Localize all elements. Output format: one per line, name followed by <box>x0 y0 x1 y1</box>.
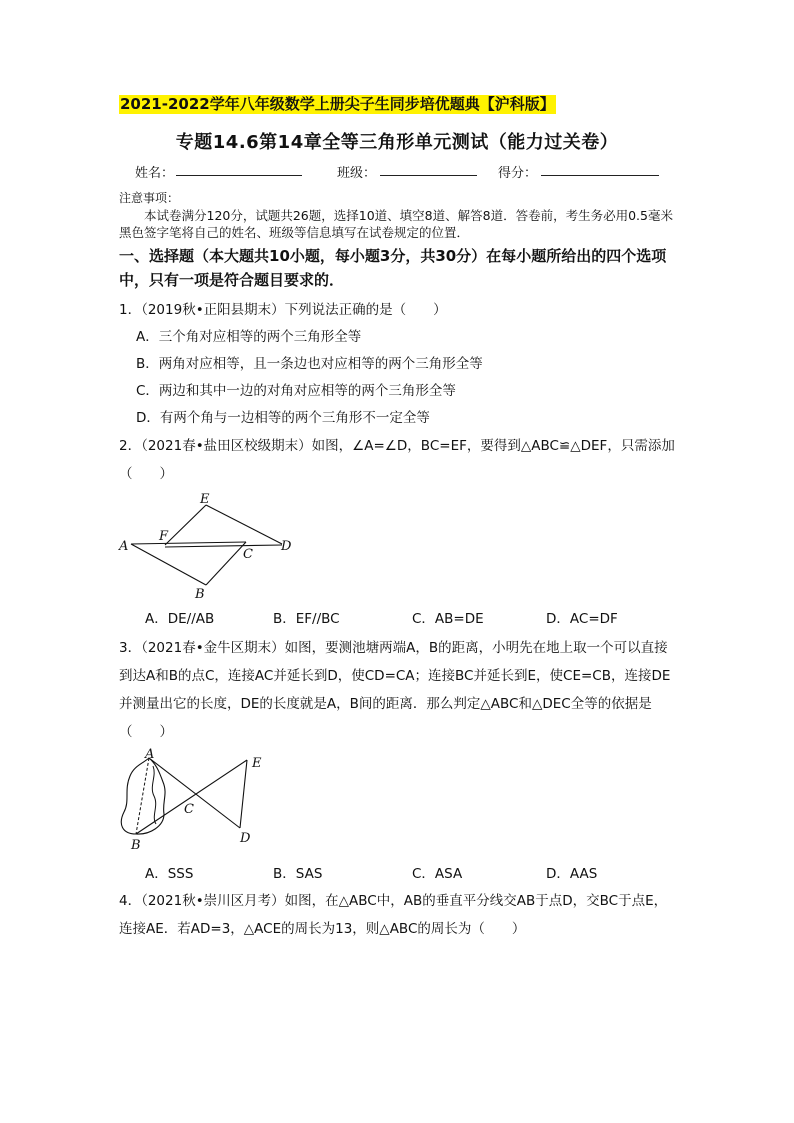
q2-label-f: F <box>159 529 169 544</box>
q3-option-b[interactable]: B．SAS <box>273 866 323 882</box>
series-header: 2021-2022学年八年级数学上册尖子生同步培优题典【沪科版】 <box>120 95 555 113</box>
q2-label-c: C <box>243 547 253 562</box>
q3-label-d: D <box>240 831 251 846</box>
q1-stem: 1．（2019秋•正阳县期末）下列说法正确的是（ ） <box>119 302 447 318</box>
notes-heading: 注意事项： <box>119 191 180 205</box>
q3-option-d[interactable]: D．AAS <box>546 866 598 882</box>
score-blank[interactable] <box>541 162 659 178</box>
q2-figure <box>115 488 300 600</box>
q1-option-a[interactable]: A．三个角对应相等的两个三角形全等 <box>136 329 362 345</box>
class-label: 班级： <box>337 166 377 181</box>
q3-option-c[interactable]: C．ASA <box>412 866 463 882</box>
q2-option-c[interactable]: C．AB=DE <box>412 611 484 627</box>
q2-option-d[interactable]: D．AC=DF <box>546 611 618 627</box>
q2-label-a: A <box>119 539 129 554</box>
page-title: 专题14.6第14章全等三角形单元测试（能力过关卷） <box>175 132 619 153</box>
q2-option-b[interactable]: B．EF//BC <box>273 611 340 627</box>
q2-label-e: E <box>200 492 210 507</box>
q2-stem: 2．（2021春•盐田区校级期末）如图，∠A=∠D，BC=EF，要得到△ABC≌△DEF，只需添加（ ） <box>119 438 675 482</box>
q2-label-d: D <box>281 539 292 554</box>
section-heading: 一、选择题（本大题共10小题，每小题3分，共30分）在每小题所给出的四个选项中，只有一项是符合题目要求的． <box>119 247 667 289</box>
q3-label-c: C <box>184 802 194 817</box>
q3-option-a[interactable]: A．SSS <box>145 866 194 882</box>
name-label: 姓名： <box>135 166 175 181</box>
q3-figure <box>112 746 270 854</box>
q1-option-c[interactable]: C．两边和其中一边的对角对应相等的两个三角形全等 <box>136 383 456 399</box>
score-label: 得分： <box>498 166 538 181</box>
q3-label-a: A <box>145 747 155 762</box>
q3-label-e: E <box>252 756 262 771</box>
q2-label-b: B <box>195 587 205 600</box>
q3-label-b: B <box>131 838 141 853</box>
q1-option-b[interactable]: B．两角对应相等，且一条边也对应相等的两个三角形全等 <box>136 356 483 372</box>
q2-option-a[interactable]: A．DE//AB <box>145 611 215 627</box>
notes-text: 本试卷满分120分，试题共26题，选择10道、填空8道、解答8道．答卷前，考生务必用0.5毫米黑色签字笔将自己的姓名、班级等信息填写在试卷规定的位置． <box>119 208 673 240</box>
name-blank[interactable] <box>176 162 302 178</box>
class-blank[interactable] <box>380 162 477 178</box>
q4-stem: 4．（2021秋•崇川区月考）如图，在△ABC中，AB的垂直平分线交AB于点D，交BC于点E，连接AE．若AD=3，△ACE的周长为13，则△ABC的周长为（ ） <box>119 893 668 937</box>
q1-option-d[interactable]: D．有两个角与一边相等的两个三角形不一定全等 <box>136 410 430 426</box>
q3-stem: 3．（2021春•金牛区期末）如图，要测池塘两端A，B的距离，小明先在地上取一个可以直接到达A和B的点C，连接AC并延长到D，使CD=CA；连接BC并延长到E，使CE=CB，连接DE并测量出它的长度，DE的长度就是A，B间的距离．那么判定△ABC和△DEC全等的依据是（ ） <box>119 640 671 740</box>
